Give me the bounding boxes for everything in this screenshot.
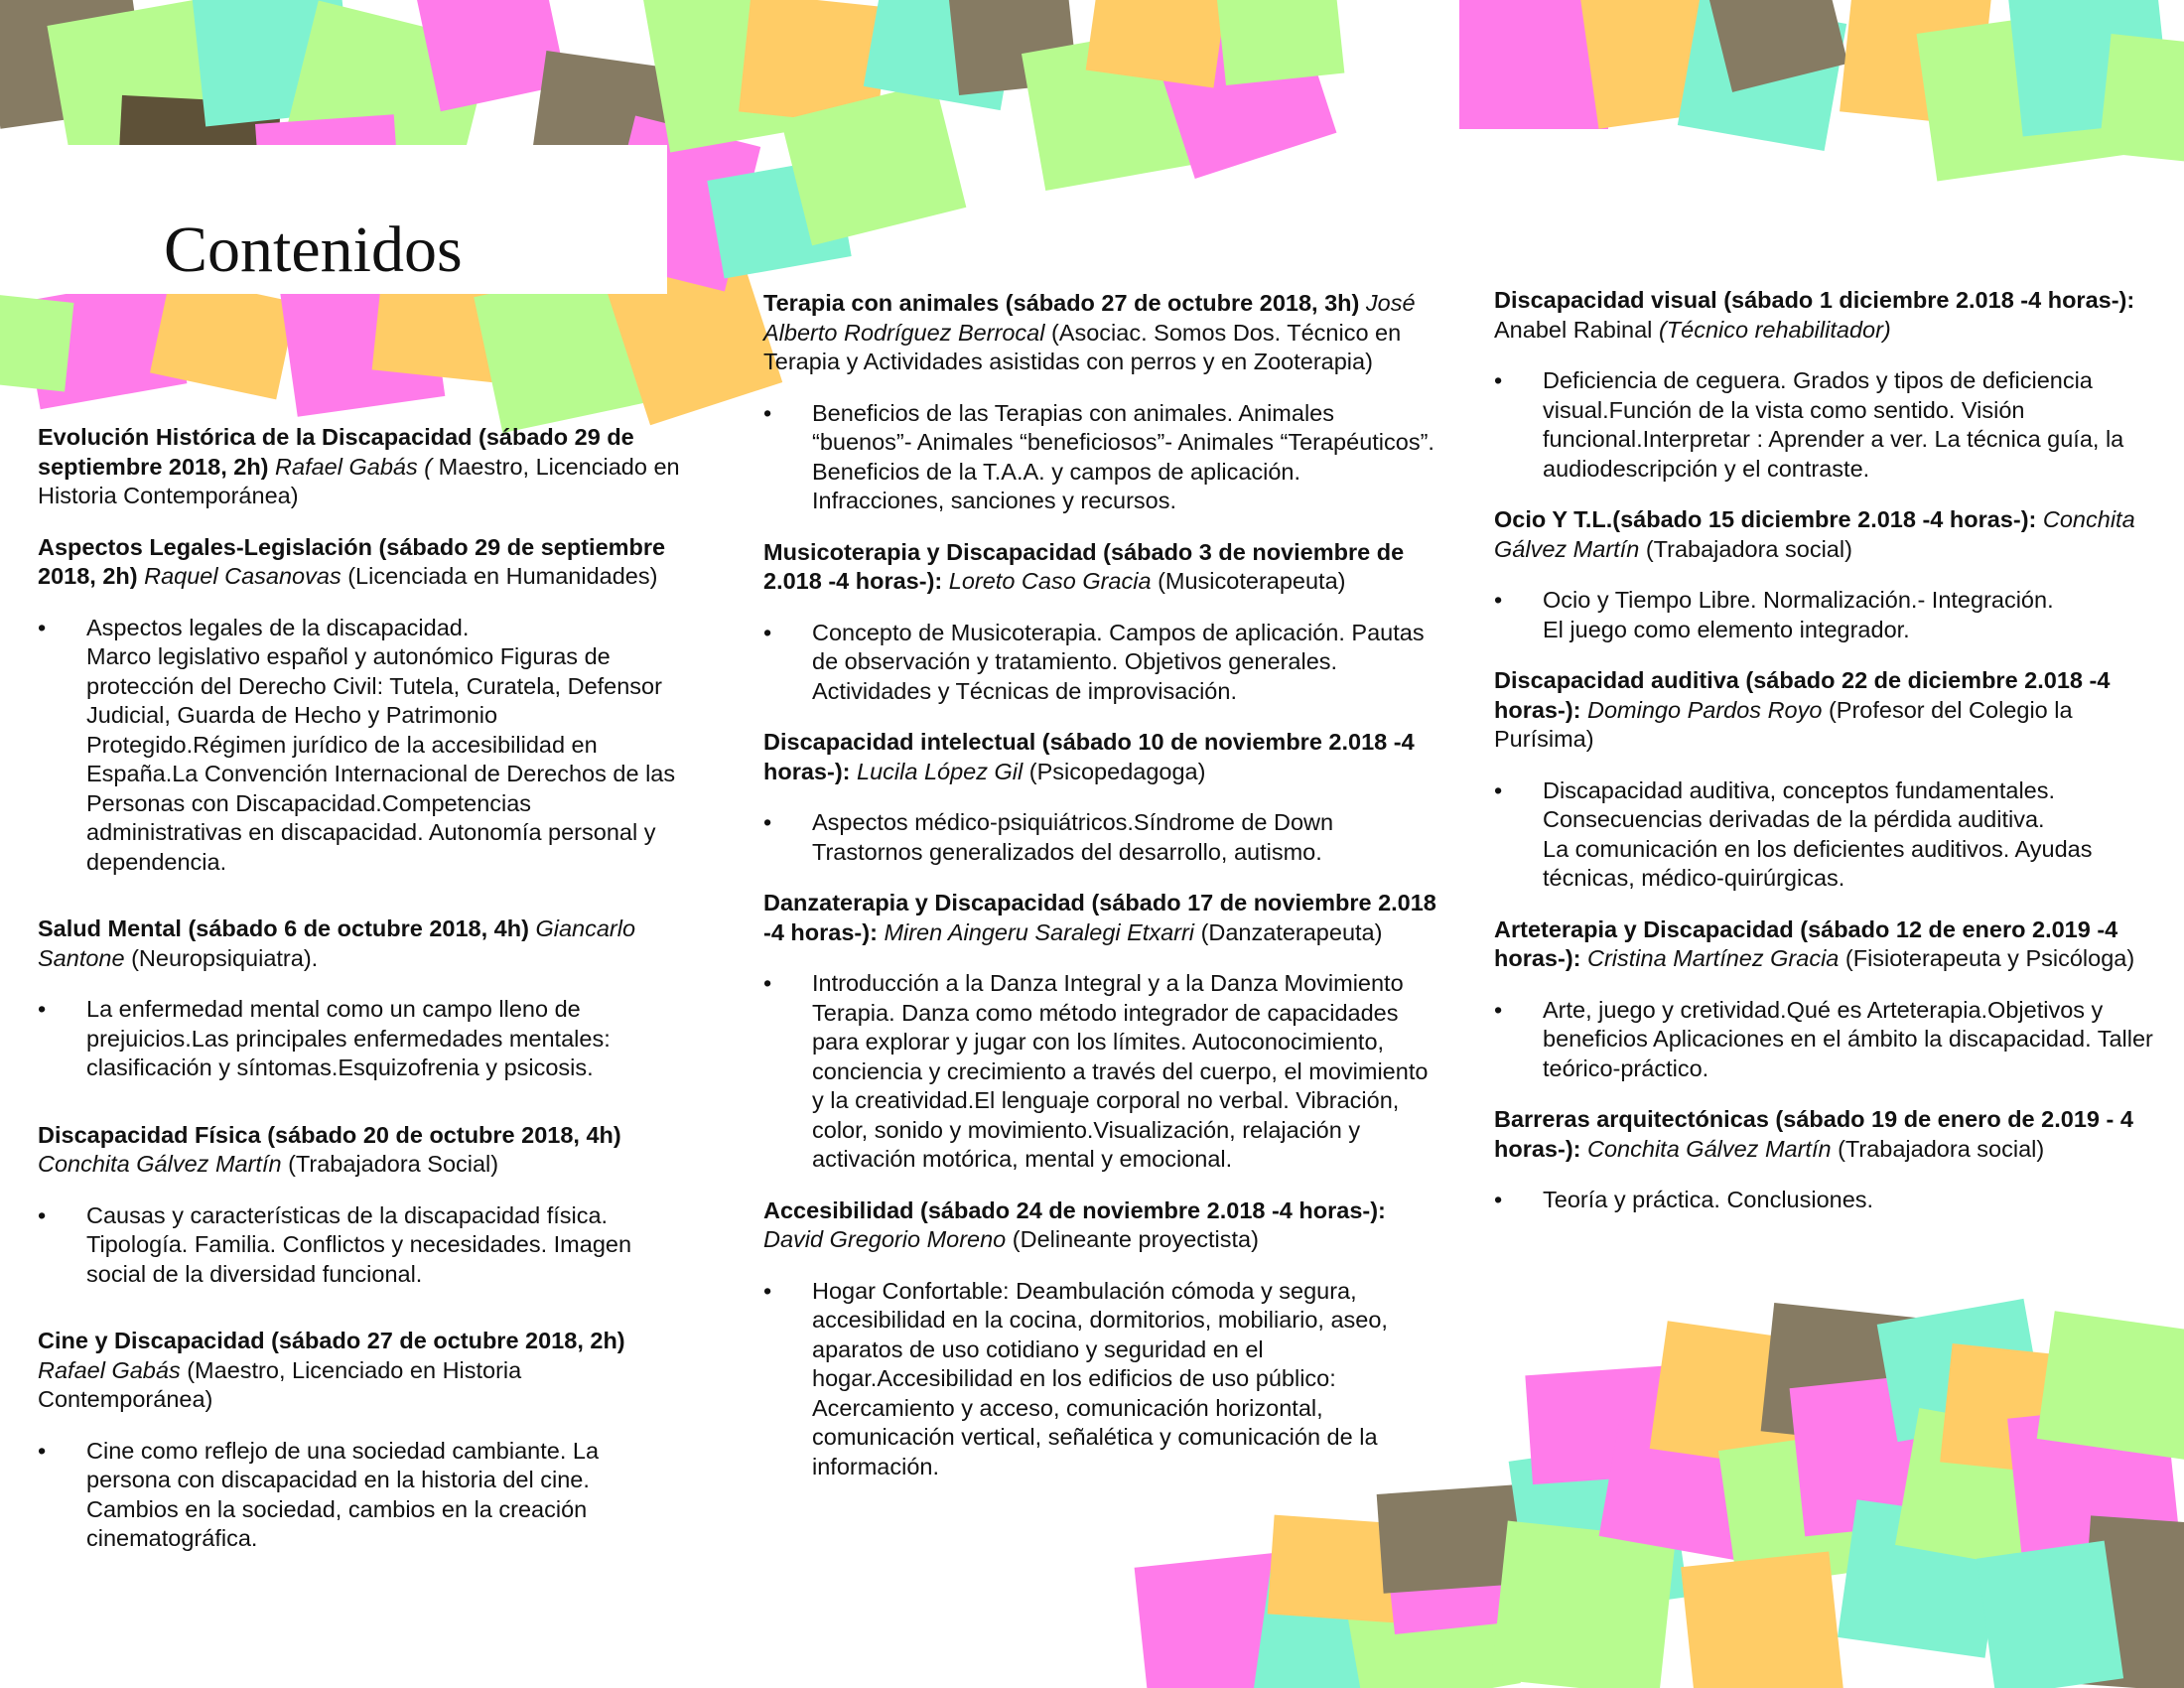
bullet-dot: • bbox=[1494, 1187, 1503, 1212]
instructor-name: Conchita Gálvez Martín bbox=[38, 1151, 282, 1177]
bullet-text: Concepto de Musicoterapia. Campos de aplicación. Pautas de observación y tratamiento. Objetivos generales. Actividades y Técnicas de improvisación. bbox=[812, 619, 1432, 704]
bullet-item bbox=[763, 808, 1438, 867]
bullet-item bbox=[38, 1201, 683, 1290]
bullet-text: Aspectos legales de la discapacidad. Marco legislativo español y autonómico Figuras de protección del Derecho Civil: Tutela, Curatela, Defensor Judicial, Guarda de Hecho y Patrimonio Protegido.Régimen jurídico de la accesibilidad en España.La Convención Internacional de Derechos de las Personas con Discapacidad.Competencias administrativas en discapacidad. Autonomía personal y dependencia. bbox=[86, 614, 676, 875]
section-title: Ocio Y T.L.(sábado 15 diciembre 2.018 -4 horas-): bbox=[1494, 506, 2037, 532]
course-section bbox=[763, 1196, 1438, 1482]
bullet-item bbox=[38, 1437, 683, 1554]
section-title: Discapacidad Física (sábado 20 de octubre 2018, 4h) bbox=[38, 1121, 621, 1148]
bullet-text: Hogar Confortable: Deambulación cómoda y segura, accesibilidad en la cocina, dormitorios, mobiliario, aseo, aparatos de uso cotidiano y seguridad en el hogar.Accesibilidad en los edificios de uso público: Acercamiento y acceso, comunicación horizontal, comunicación vertical, señalética y comunicación de la información. bbox=[812, 1277, 1395, 1479]
section-heading bbox=[1494, 1105, 2159, 1164]
course-section bbox=[38, 1327, 683, 1554]
column-2 bbox=[763, 289, 1441, 1503]
bullet-dot: • bbox=[763, 399, 772, 426]
section-heading bbox=[1494, 666, 2159, 755]
bullet-dot: • bbox=[1494, 996, 1503, 1023]
instructor-name: José Alberto Rodríguez Berrocal bbox=[763, 290, 1416, 346]
section-title: Arteterapia y Discapacidad (sábado 12 de enero 2.019 -4 horas-): bbox=[1494, 915, 2118, 971]
instructor-name: Lucila López Gil bbox=[857, 758, 1024, 784]
course-section bbox=[38, 533, 683, 878]
course-section bbox=[763, 289, 1441, 516]
column-3 bbox=[1494, 286, 2159, 1237]
instructor-role: (Psicopedagoga) bbox=[1028, 758, 1206, 784]
instructor-role: (Profesor del Colegio la Purísima) bbox=[1494, 696, 2073, 752]
instructor-name: David Gregorio Moreno bbox=[763, 1226, 1007, 1252]
bullet-item bbox=[38, 614, 683, 878]
instructor-name: Raquel Casanovas bbox=[144, 563, 341, 589]
column-1 bbox=[38, 423, 683, 1576]
section-heading bbox=[1494, 505, 2159, 564]
section-heading bbox=[763, 728, 1438, 786]
section-heading bbox=[38, 423, 683, 511]
instructor-role: (Licenciada en Humanidades) bbox=[347, 563, 658, 589]
section-heading bbox=[1494, 915, 2159, 974]
section-heading bbox=[763, 289, 1438, 377]
section-heading bbox=[763, 889, 1438, 947]
instructor-role: (Asociac. Somos Dos. Técnico en Terapia y Actividades asistidas con perros y en Zooterapia) bbox=[763, 319, 1402, 374]
bullet-dot: • bbox=[1494, 367, 1503, 393]
instructor-role: (Delineante proyectista) bbox=[1012, 1226, 1259, 1252]
bullet-item bbox=[1494, 996, 2159, 1084]
instructor-name: Domingo Pardos Royo bbox=[1587, 696, 1823, 723]
instructor-role: (Fisioterapeuta y Psicóloga) bbox=[1844, 945, 2135, 971]
course-section bbox=[763, 728, 1438, 867]
section-title: Salud Mental (sábado 6 de octubre 2018, 4h) bbox=[38, 915, 529, 941]
instructor-role: (Maestro, Licenciado en Historia Contemporánea) bbox=[38, 1356, 522, 1412]
instructor-name: Rafael Gabás ( bbox=[275, 453, 433, 480]
bullet-dot: • bbox=[38, 1437, 47, 1464]
bullet-dot: • bbox=[763, 619, 772, 645]
section-heading bbox=[38, 1327, 683, 1415]
bullet-item bbox=[763, 619, 1438, 707]
section-title: Discapacidad intelectual (sábado 10 de noviembre 2.018 -4 horas-): bbox=[763, 729, 1415, 784]
section-title: Aspectos Legales-Legislación (sábado 29 de septiembre 2018, 2h) bbox=[38, 533, 666, 589]
bullet-item bbox=[1494, 366, 2159, 484]
section-title: Evolución Histórica de la Discapacidad (sábado 29 de septiembre 2018, 2h) bbox=[38, 424, 634, 480]
bullet-dot: • bbox=[763, 809, 772, 835]
bullet-text: Causas y características de la discapacidad física. Tipología. Familia. Conflictos y necesidades. Imagen social de la diversidad funcional. bbox=[86, 1201, 638, 1287]
section-heading bbox=[1494, 286, 2159, 345]
bullet-item bbox=[1494, 586, 2159, 644]
bullet-text: Ocio y Tiempo Libre. Normalización.- Integración. El juego como elemento integrador. bbox=[1543, 587, 2054, 642]
bullet-text: Introducción a la Danza Integral y a la Danza Movimiento Terapia. Danza como método integrador de capacidades para explorar y jugar con los límites. Autoconocimiento, conciencia y crecimiento a través del cuerpo, el movimiento y la creatividad.El lenguaje corporal no verbal. Vibración, color, sonido y movimiento.Visualización, relajación y activación motórica, mental y emocional. bbox=[812, 970, 1434, 1172]
course-section bbox=[38, 1121, 683, 1290]
bullet-text: Arte, juego y cretividad.Qué es Arteterapia.Objetivos y beneficios Aplicaciones en el ámbito la discapacidad. Taller teórico-práctico. bbox=[1543, 996, 2160, 1081]
instructor-name: Rafael Gabás bbox=[38, 1356, 181, 1383]
bullet-text: Aspectos médico-psiquiátricos.Síndrome de Down Trastornos generalizados del desarrollo, autismo. bbox=[812, 809, 1340, 865]
section-title: Discapacidad visual (sábado 1 diciembre 2.018 -4 horas-): bbox=[1494, 287, 2135, 313]
section-heading bbox=[38, 1121, 683, 1180]
instructor-role: (Musicoterapeuta) bbox=[1158, 568, 1346, 594]
instructor-role: (Trabajadora social) bbox=[1838, 1135, 2045, 1162]
instructor-role: (Neuropsiquiatra). bbox=[131, 944, 319, 971]
instructor-role: (Trabajadora social) bbox=[1645, 535, 1852, 562]
section-title: Barreras arquitectónicas (sábado 19 de enero de 2.019 - 4 horas-): bbox=[1494, 1106, 2133, 1162]
instructor-role: (Danzaterapeuta) bbox=[1200, 918, 1383, 945]
section-title: Cine y Discapacidad (sábado 27 de octubre 2018, 2h) bbox=[38, 1328, 625, 1353]
course-section bbox=[1494, 505, 2159, 644]
bullet-text: La enfermedad mental como un campo lleno de prejuicios.Las principales enfermedades mentales: clasificación y síntomas.Esquizofrenia y psicosis. bbox=[86, 996, 617, 1080]
instructor-role: Anabel Rabinal bbox=[1494, 316, 1653, 343]
section-title: Discapacidad auditiva (sábado 22 de diciembre 2.018 -4 horas-): bbox=[1494, 667, 2111, 723]
bullet-item bbox=[38, 995, 683, 1083]
bullet-dot: • bbox=[38, 1201, 47, 1228]
course-section bbox=[763, 889, 1438, 1175]
bullet-text: Cine como reflejo de una sociedad cambiante. La persona con discapacidad en la historia del cine. Cambios en la sociedad, cambios en la creación cinematográfica. bbox=[86, 1437, 606, 1551]
bullet-text: Discapacidad auditiva, conceptos fundamentales. Consecuencias derivadas de la pérdida auditiva. La comunicación en los deficientes auditivos. Ayudas técnicas, médico-quirúrgicas. bbox=[1543, 776, 2093, 891]
bullet-dot: • bbox=[38, 996, 47, 1022]
course-section bbox=[38, 914, 683, 1083]
section-title: Musicoterapia y Discapacidad (sábado 3 de noviembre de 2.018 -4 horas-): bbox=[763, 538, 1405, 594]
instructor-role-italic: (Técnico rehabilitador) bbox=[1658, 316, 1891, 343]
course-section bbox=[1494, 915, 2159, 1084]
section-title: Terapia con animales (sábado 27 de octubre 2018, 3h) bbox=[763, 290, 1360, 316]
bullet-item bbox=[763, 1277, 1438, 1482]
bullet-text: Deficiencia de ceguera. Grados y tipos de deficiencia visual.Función de la vista como sentido. Visión funcional.Interpretar : Aprender a ver. La técnica guía, la audiodescripción y el contraste. bbox=[1543, 367, 2130, 482]
section-heading bbox=[763, 538, 1438, 597]
section-title: Danzaterapia y Discapacidad (sábado 17 de noviembre 2.018 -4 horas-): bbox=[763, 890, 1436, 945]
instructor-name: Giancarlo Santone bbox=[38, 915, 636, 971]
instructor-name: Conchita Gálvez Martín bbox=[1587, 1135, 1832, 1162]
bullet-text: Teoría y práctica. Conclusiones. bbox=[1543, 1187, 1874, 1212]
section-heading bbox=[38, 914, 683, 973]
instructor-name: Cristina Martínez Gracia bbox=[1587, 945, 1840, 971]
instructor-role: (Trabajadora Social) bbox=[288, 1151, 499, 1177]
bullet-item bbox=[763, 969, 1438, 1175]
instructor-name: Miren Aingeru Saralegi Etxarri bbox=[884, 918, 1195, 945]
course-section bbox=[763, 538, 1438, 707]
bullet-item bbox=[1494, 776, 2159, 894]
course-section bbox=[1494, 1105, 2159, 1215]
course-section bbox=[1494, 286, 2159, 484]
bullet-dot: • bbox=[1494, 587, 1503, 613]
course-section bbox=[1494, 666, 2159, 894]
section-title: Accesibilidad (sábado 24 de noviembre 2.018 -4 horas-): bbox=[763, 1196, 1386, 1223]
instructor-role: Maestro, Licenciado en Historia Contemporánea) bbox=[38, 453, 680, 508]
instructor-name: Conchita Gálvez Martín bbox=[1494, 506, 2135, 562]
section-heading bbox=[763, 1196, 1438, 1255]
page-title: Contenidos bbox=[164, 213, 463, 286]
bullet-dot: • bbox=[38, 614, 47, 640]
bullet-dot: • bbox=[763, 1277, 772, 1304]
course-section bbox=[38, 423, 683, 511]
bullet-text: Beneficios de las Terapias con animales. Animales “buenos”- Animales “beneficiosos”- Animales “Terapéuticos”. Beneficios de la T.A.A. y campos de aplicación. Infracciones, sanciones y recursos. bbox=[812, 399, 1441, 513]
section-heading bbox=[38, 533, 683, 592]
bullet-item bbox=[763, 399, 1441, 516]
bullet-item bbox=[1494, 1186, 2159, 1215]
instructor-name: Loreto Caso Gracia bbox=[948, 568, 1152, 594]
bullet-dot: • bbox=[1494, 776, 1503, 803]
bullet-dot: • bbox=[763, 970, 772, 996]
